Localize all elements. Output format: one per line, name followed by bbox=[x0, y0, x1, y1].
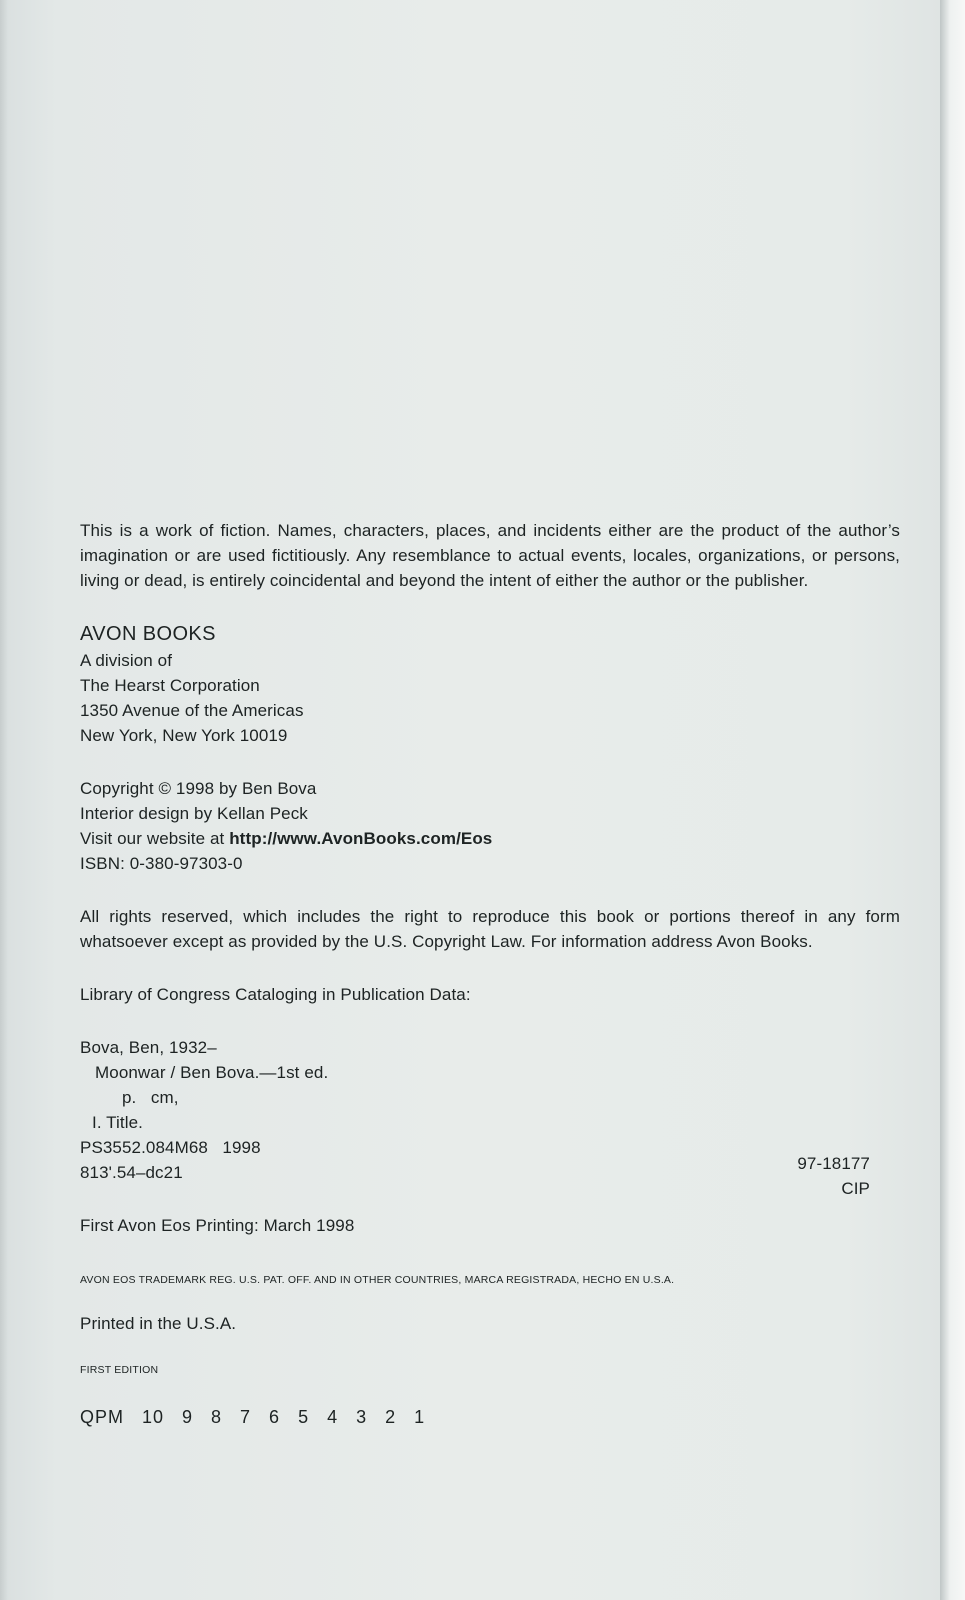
cip-pages: p. cm, bbox=[122, 1088, 179, 1107]
isbn: ISBN: 0-380-97303-0 bbox=[80, 854, 243, 873]
website-url: http://www.AvonBooks.com/Eos bbox=[229, 829, 493, 848]
copyright-line: Copyright © 1998 by Ben Bova bbox=[80, 779, 317, 798]
publisher-division: A division of bbox=[80, 651, 173, 670]
website-line bbox=[80, 826, 900, 851]
first-printing-line: First Avon Eos Printing: March 1998 bbox=[80, 1216, 355, 1235]
cip-title: Moonwar / Ben Bova.—1st ed. bbox=[95, 1063, 329, 1082]
publisher-address-block bbox=[80, 621, 900, 748]
cip-lccn: 97-18177 bbox=[797, 1154, 870, 1173]
trademark-notice: AVON EOS TRADEMARK REG. U.S. PAT. OFF. AND IN OTHER COUNTRIES, MARCA REGISTRADA, HECHO EN U.S.A. bbox=[80, 1274, 675, 1286]
cip-lccn-block bbox=[797, 1151, 870, 1201]
cip-author: Bova, Ben, 1932– bbox=[80, 1038, 217, 1057]
edition-label: FIRST EDITION bbox=[80, 1364, 159, 1376]
cip-subject: I. Title. bbox=[92, 1113, 143, 1132]
website-prefix: Visit our website at bbox=[80, 829, 230, 848]
cip-label: CIP bbox=[841, 1179, 870, 1198]
cip-heading: Library of Congress Cataloging in Publication Data: bbox=[80, 985, 471, 1004]
publisher-corporation: The Hearst Corporation bbox=[80, 676, 260, 695]
cip-call-number: PS3552.084M68 1998 bbox=[80, 1138, 261, 1157]
rights-reserved-notice: All rights reserved, which includes the right to reproduce this book or portions thereof in any form whatsoever except as provided by the U.S. Copyright Law. For information address Avon Books. bbox=[80, 907, 900, 951]
publisher-street-address: 1350 Avenue of the Americas bbox=[80, 701, 304, 720]
page-edge bbox=[940, 0, 965, 1600]
page-gutter-shadow bbox=[0, 0, 8, 1600]
publisher-name: AVON BOOKS bbox=[80, 623, 216, 645]
fiction-disclaimer: This is a work of fiction. Names, characters, places, and incidents either are the product of the author’s imagination or are used fictitiously. Any resemblance to actual events, locales, organizations, or persons, living or dead, is entirely coincidental and beyond the intent of either the author or the publisher. bbox=[80, 521, 900, 590]
cip-data-block bbox=[80, 1035, 900, 1198]
printed-in-line: Printed in the U.S.A. bbox=[80, 1314, 237, 1333]
credits-block bbox=[80, 776, 900, 876]
cip-dewey: 813'.54–dc21 bbox=[80, 1163, 183, 1182]
printer-key-line: QPM 10 9 8 7 6 5 4 3 2 1 bbox=[80, 1407, 426, 1427]
publisher-city: New York, New York 10019 bbox=[80, 726, 288, 745]
copyright-page-content bbox=[80, 518, 900, 1430]
interior-design-credit: Interior design by Kellan Peck bbox=[80, 804, 308, 823]
